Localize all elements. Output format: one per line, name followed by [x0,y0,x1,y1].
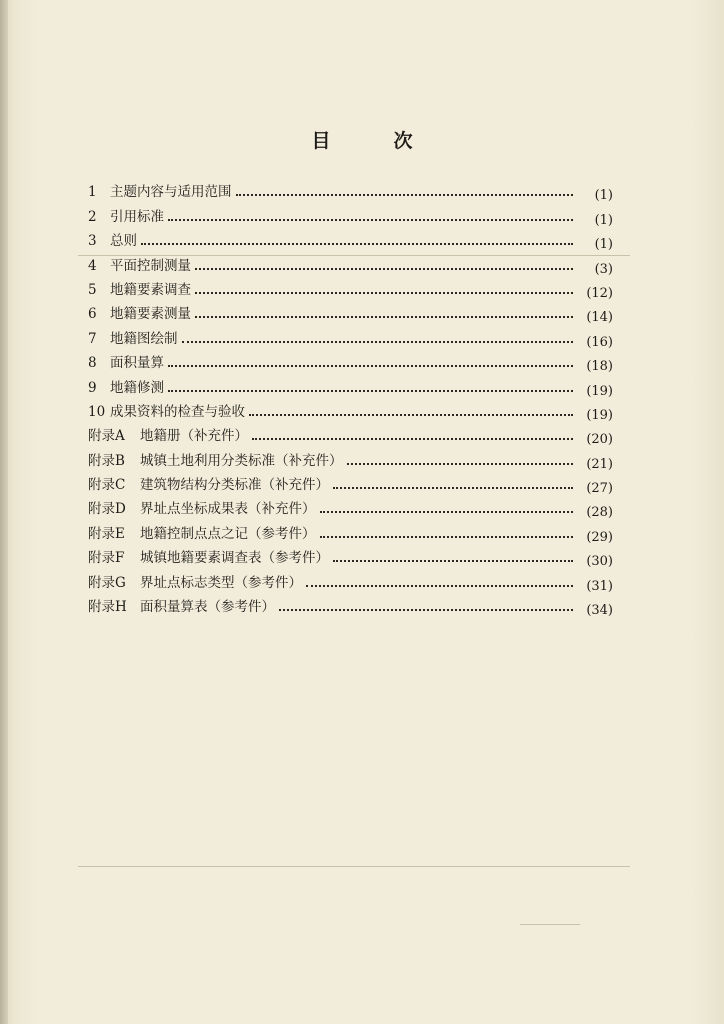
toc-entry[interactable] [88,347,613,375]
toc-entry-number: 附录H [88,599,127,616]
toc-entry[interactable] [88,444,613,472]
toc-entry-page: (19) [586,383,613,399]
toc-entry-number: 6 [88,306,97,323]
toc-entry-number: 2 [88,208,97,225]
toc-entry-page: (20) [586,432,613,448]
toc-entry-number: 附录F [88,550,125,567]
toc-entry[interactable] [88,566,613,594]
toc-entry-number: 3 [88,233,97,250]
toc-entry[interactable] [88,225,613,253]
toc-entry-label: 面积量算表（参考件） [140,599,275,616]
toc-entry-label: 地籍要素测量 [110,306,191,323]
toc-entry-label: 地籍要素调查 [110,281,191,298]
toc-entry[interactable] [88,200,613,228]
toc-entry-label: 城镇地籍要素调查表（参考件） [140,550,329,567]
toc-entry-page: (27) [586,481,613,497]
toc-entry[interactable] [88,591,613,619]
toc-entry-label: 主题内容与适用范围 [110,184,232,201]
toc-entry-label: 成果资料的检查与验收 [110,403,245,420]
toc-leader-dots [195,276,573,294]
toc-entry-label: 地籍图绘制 [110,330,178,347]
toc-leader-dots [306,569,573,587]
toc-entry-number: 7 [88,330,97,347]
toc-entry-number: 8 [88,355,97,372]
toc-entry-page: (1) [594,212,613,228]
toc-entry-number: 5 [88,281,97,298]
toc-entry[interactable] [88,371,613,399]
toc-entry-number: 附录G [88,574,126,591]
toc-leader-dots [141,227,573,245]
toc-entry-label: 地籍册（补充件） [140,428,248,445]
toc-leader-dots [168,374,573,392]
toc-entry-page: (31) [586,578,613,594]
toc-entry-page: (34) [586,603,613,619]
toc-entry[interactable] [88,420,613,448]
bleed-through-rule [520,924,580,925]
toc-entry-page: (28) [586,505,613,521]
toc-entry-page: (30) [586,554,613,570]
toc-entry-number: 附录A [88,428,125,445]
toc-entry-page: (19) [586,407,613,423]
bleed-through-rule [78,866,630,867]
toc-leader-dots [279,593,573,611]
toc-entry-label: 平面控制测量 [110,257,191,274]
toc-entry-label: 面积量算 [110,355,164,372]
toc-entry[interactable] [88,517,613,545]
toc-leader-dots [182,325,574,343]
toc-title: 目 次 [311,130,435,152]
toc-entry-number: 附录B [88,452,125,469]
toc-entry-label: 城镇土地利用分类标准（补充件） [140,452,343,469]
toc-entry-page: (29) [586,529,613,545]
toc-entry-number: 9 [88,379,97,396]
toc-leader-dots [333,471,573,489]
toc-entry[interactable] [88,176,613,204]
toc-entry[interactable] [88,249,613,277]
toc-leader-dots [236,178,574,196]
toc-entry-label: 总则 [110,233,137,250]
toc-entry[interactable] [88,542,613,570]
toc-entry-number: 1 [88,184,97,201]
toc-entry-label: 地籍控制点点之记（参考件） [140,525,316,542]
toc-entry-label: 界址点坐标成果表（补充件） [140,501,316,518]
toc-entry-page: (3) [594,261,613,277]
toc-leader-dots [195,252,573,270]
toc-leader-dots [320,520,574,538]
toc-leader-dots [168,203,573,221]
toc-entry-page: (12) [586,285,613,301]
toc-leader-dots [320,495,574,513]
toc-entry[interactable] [88,493,613,521]
toc-entry[interactable] [88,298,613,326]
toc-entry-number: 附录E [88,525,125,542]
toc-entry-page: (16) [586,334,613,350]
toc-leader-dots [333,544,573,562]
toc-entry-label: 界址点标志类型（参考件） [140,574,302,591]
toc-leader-dots [168,349,573,367]
toc-entry-page: (21) [586,456,613,472]
toc-leader-dots [347,447,574,465]
toc-entry[interactable] [88,396,613,423]
toc-leader-dots [195,300,573,318]
toc-entry-page: (1) [594,188,613,204]
toc-entry-number: 10 [88,403,106,420]
toc-entry-number: 附录D [88,501,126,518]
toc-entry[interactable] [88,469,613,497]
toc-leader-dots [249,398,573,416]
toc-entry-page: (14) [586,310,613,326]
toc-entry-number: 4 [88,257,97,274]
binding-edge [0,0,8,1024]
toc-entry[interactable] [88,322,613,350]
toc-entry-page: (1) [594,237,613,253]
toc-entry-label: 建筑物结构分类标准（补充件） [140,477,329,494]
toc-entry[interactable] [88,274,613,301]
toc-entry-label: 引用标准 [110,208,164,225]
toc-entry-page: (18) [586,359,613,375]
toc-entry-label: 地籍修测 [110,379,164,396]
table-of-contents [88,176,613,619]
toc-entry-number: 附录C [88,477,126,494]
toc-leader-dots [252,422,573,440]
